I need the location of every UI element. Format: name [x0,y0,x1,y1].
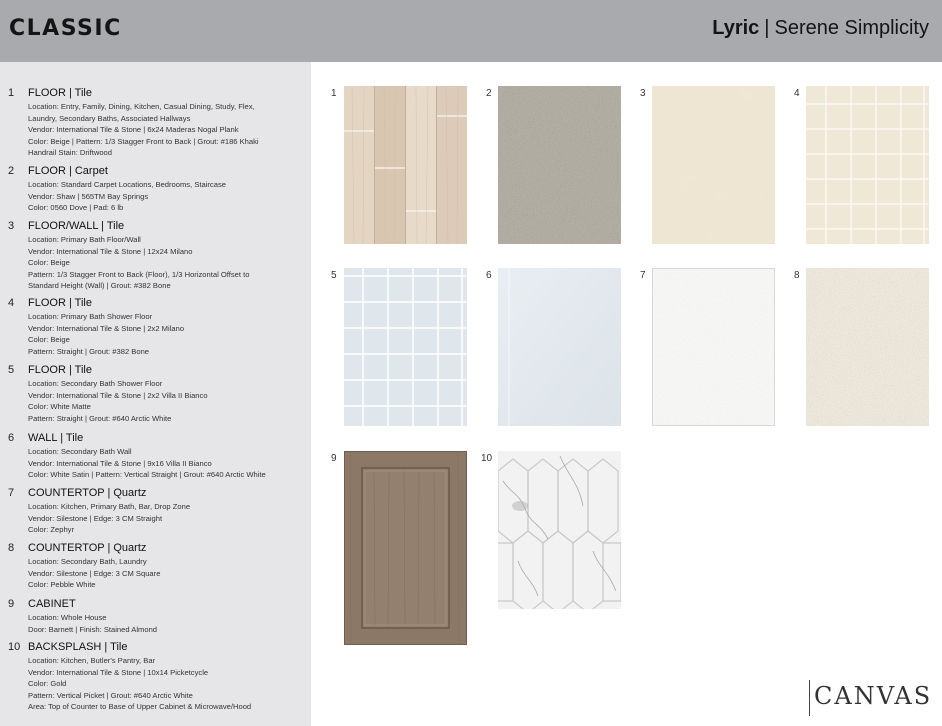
item-title: FLOOR | Carpet [28,165,108,177]
scheme-name: Serene Simplicity [774,17,929,39]
detail-line: Vendor: International Tile & Stone | 10x14 Picketcycle [28,667,209,677]
item-details [28,556,308,591]
swatch-number: 7 [640,270,646,281]
detail-line: Color: Beige | Pattern: 1/3 Stagger Front to Back | Grout: #186 Khaki [28,136,259,146]
detail-line: Pattern: Straight | Grout: #640 Arctic White [28,413,172,423]
header-bar [0,0,942,62]
swatch-wood-plank-tile [344,86,467,244]
scheme-title [712,17,929,40]
item-number: 1 [8,87,15,99]
swatch-number: 9 [331,453,337,464]
item-details [28,311,308,357]
detail-line: Location: Secondary Bath Shower Floor [28,379,163,388]
detail-line: Color: Beige [28,258,70,268]
detail-line: Vendor: International Tile & Stone | 12x24 Milano [28,246,193,256]
item-details [28,446,308,481]
item-number: 5 [8,364,15,376]
selections-sidebar [0,62,311,726]
swatch-quartz-zephyr [652,268,775,426]
item-number: 4 [8,297,15,309]
item-details [28,101,308,159]
item-title: FLOOR | Tile [28,297,92,309]
item-number: 7 [8,487,15,499]
item-title: WALL | Tile [28,432,84,444]
swatch-number: 1 [331,88,337,99]
detail-line: Location: Primary Bath Shower Floor [28,312,153,321]
item-number: 9 [8,598,15,610]
swatch-mosaic-tile-white [344,268,467,426]
detail-line: Color: White Satin | Pattern: Vertical Straight | Grout: #640 Arctic White [28,470,266,480]
detail-line: Area: Top of Counter to Base of Upper Cabinet & Microwave/Hood [28,702,252,712]
detail-line: Pattern: Vertical Picket | Grout: #640 Arctic White [28,690,193,700]
detail-line: Vendor: Silestone | Edge: 3 CM Square [28,568,161,578]
item-title: CABINET [28,598,76,610]
detail-line: Vendor: Silestone | Edge: 3 CM Straight [28,513,163,523]
detail-line: Location: Kitchen, Butler's Pantry, Bar [28,656,156,665]
item-details [28,612,308,635]
item-number: 3 [8,220,15,232]
collection-name: Lyric [712,17,760,39]
style-title: CLASSIC [9,16,122,41]
swatch-number: 2 [486,88,492,99]
detail-line: Handrail Stain: Driftwood [28,148,112,158]
detail-line: Color: White Matte [28,402,91,412]
item-number: 6 [8,432,15,444]
item-details [28,378,308,424]
detail-line: Vendor: International Tile & Stone | 6x24 Maderas Nogal Plank [28,125,239,135]
swatch-wall-tile-white [498,268,621,426]
item-title: COUNTERTOP | Quartz [28,487,147,499]
swatch-number: 4 [794,88,800,99]
swatch-number: 10 [481,453,493,464]
item-details [28,179,308,214]
item-title: FLOOR | Tile [28,364,92,376]
detail-line: Color: 0560 Dove | Pad: 6 lb [28,203,124,213]
swatch-milano-tile [652,86,775,244]
detail-line: Standard Height (Wall) | Grout: #382 Bone [28,281,171,291]
item-details [28,234,308,292]
detail-line: Pattern: Straight | Grout: #382 Bone [28,346,150,356]
detail-line: Location: Secondary Bath Wall [28,447,132,456]
item-title: COUNTERTOP | Quartz [28,542,147,554]
detail-line: Color: Beige [28,335,70,345]
swatch-cabinet-door [344,451,467,645]
item-number: 10 [8,641,21,653]
item-title: FLOOR/WALL | Tile [28,220,125,232]
detail-line: Color: Zephyr [28,525,75,535]
item-title: FLOOR | Tile [28,87,92,99]
detail-line: Color: Pebble White [28,580,96,590]
item-title: BACKSPLASH | Tile [28,641,128,653]
detail-line: Vendor: International Tile & Stone | 9x16 Villa II Bianco [28,458,212,468]
detail-line: Door: Barnett | Finish: Stained Almond [28,624,158,634]
swatch-picket-backsplash [498,451,621,609]
swatch-quartz-pebble-white [806,268,929,426]
detail-line: Vendor: Shaw | 565TM Bay Springs [28,191,149,201]
swatch-carpet [498,86,621,244]
item-number: 8 [8,542,15,554]
detail-line: Location: Kitchen, Primary Bath, Bar, Drop Zone [28,502,191,511]
item-details [28,655,308,713]
swatch-number: 8 [794,270,800,281]
detail-line: Location: Entry, Family, Dining, Kitchen, Casual Dining, Study, Flex, [28,102,255,111]
item-details [28,501,308,536]
detail-line: Location: Secondary Bath, Laundry [28,557,147,566]
swatch-mosaic-tile-beige [806,86,929,244]
item-number: 2 [8,165,15,177]
title-separator: | [764,17,770,39]
detail-line: Location: Primary Bath Floor/Wall [28,235,141,244]
detail-line: Pattern: 1/3 Stagger Front to Back (Floor), 1/3 Horizontal Offset to [28,269,250,279]
logo-text: CANVAS [814,682,933,710]
swatch-number: 6 [486,270,492,281]
detail-line: Location: Standard Carpet Locations, Bedrooms, Staircase [28,180,226,189]
swatch-number: 5 [331,270,337,281]
detail-line: Color: Gold [28,679,67,689]
detail-line: Vendor: International Tile & Stone | 2x2 Milano [28,323,185,333]
detail-line: Laundry, Secondary Baths, Associated Hallways [28,113,191,123]
detail-line: Location: Whole House [28,613,107,622]
canvas-logo [809,680,933,716]
detail-line: Vendor: International Tile & Stone | 2x2 Villa II Bianco [28,390,208,400]
swatch-number: 3 [640,88,646,99]
